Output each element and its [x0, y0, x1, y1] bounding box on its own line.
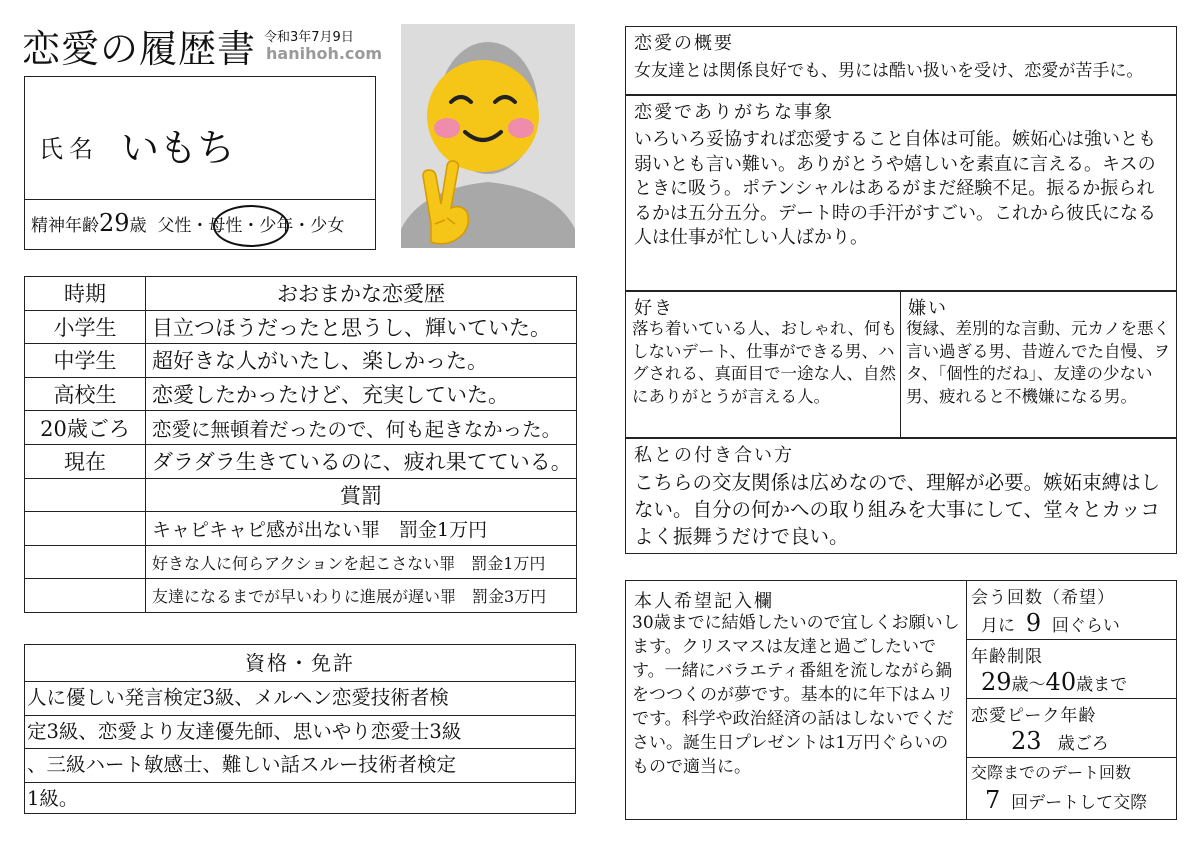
document-date: 令和3年7月9日	[264, 30, 354, 45]
meet-suffix: 回ぐらい	[1051, 616, 1120, 636]
award-cell: 友達になるまでが早いわりに進展が遅い罪 罰金3万円	[146, 579, 577, 613]
age-suffix: 歳まで	[1076, 675, 1128, 695]
period-cell: 現在	[25, 444, 146, 478]
history-cell: 目立つほうだったと思うし、輝いていた。	[146, 310, 577, 344]
empty-cell	[25, 579, 146, 613]
awards-header-row	[25, 478, 577, 512]
peak-suffix: 歳ごろ	[1057, 734, 1109, 754]
overview-text: 女友達とは関係良好でも、男には酷い扱いを受け、恋愛が苦手に。	[634, 61, 1144, 81]
peak-age-label: 恋愛ピーク年齢	[971, 706, 1097, 726]
likes-divider	[900, 292, 901, 437]
empty-cell	[25, 512, 146, 546]
name-divider	[25, 199, 375, 200]
love-history-table	[24, 276, 577, 613]
approach-text: こちらの交友関係は広めなので、理解が必要。嫉妬束縛はしない。自分の何かへの取り組みを大事にして、堂々とカッコよく振舞うだけで良い。	[634, 471, 1161, 548]
awards-header: 賞罰	[146, 478, 577, 512]
award-cell: キャピキャピ感が出ない罪 罰金1万円	[146, 512, 577, 546]
date-count-value	[985, 786, 1147, 814]
overview-section	[625, 26, 1177, 95]
history-cell: 恋愛に無頓着だったので、何も起きなかった。	[146, 411, 577, 445]
age-limit-value	[981, 668, 1127, 696]
mental-age-value: 29	[99, 209, 130, 237]
age-sep: 歳〜	[1011, 675, 1046, 695]
mental-age-label: 精神年齢	[31, 216, 99, 236]
site-credit: hanihoh.com	[266, 44, 383, 63]
meet-frequency-cell	[967, 581, 1176, 640]
history-cell: ダラダラ生きているのに、疲れ果てている。	[146, 444, 577, 478]
peak-age-value	[1011, 727, 1109, 755]
history-cell: 超好きな人がいたし、楽しかった。	[146, 344, 577, 378]
avatar-illustration-icon	[401, 24, 575, 248]
approach-section	[625, 438, 1177, 554]
empty-cell	[25, 478, 146, 512]
events-header: 恋愛でありがちな事象	[634, 102, 834, 123]
period-cell: 中学生	[25, 344, 146, 378]
qualification-line: 、三級ハート敏感士、難しい話スルー技術者検定	[25, 748, 575, 783]
likes-text: 落ち着いている人、おしゃれ、何もしないデート、仕事ができる男、ハグされる、真面目で一途な人、自然にありがとうが言える人。	[632, 319, 897, 406]
table-row	[25, 377, 577, 411]
qualification-line: 定3級、恋愛より友達優先師、思いやり恋愛士3級	[25, 715, 575, 750]
meet-number: 9	[1025, 609, 1042, 637]
date-count-label: 交際までのデート回数	[971, 763, 1132, 782]
table-header-row	[25, 277, 577, 311]
wishes-text: 30歳までに結婚したいので宜しくお願いします。クリスマスは友達と過ごしたいです。一緒にバラエティ番組を流しながら鍋をつつくのが夢です。基本的に年下はムリです。科学や政治経済の話はしないでください。誕生日プレゼントは1万円ぐらいのもので適当に。	[632, 613, 960, 777]
peak-number: 23	[1011, 727, 1042, 755]
table-row	[25, 512, 577, 546]
page-title: 恋愛の履歴書	[22, 27, 257, 71]
peak-age-cell	[967, 699, 1176, 758]
age-max: 40	[1045, 668, 1077, 696]
name-value: いもち	[121, 126, 236, 170]
meet-prefix: 月に	[981, 616, 1015, 636]
age-limit-cell	[967, 640, 1176, 699]
qualifications-header: 資格・免許	[25, 645, 575, 682]
period-cell: 小学生	[25, 310, 146, 344]
events-text: いろいろ妥協すれば恋愛すること自体は可能。嫉妬心は強いとも弱いとも言い難い。ありがとうや嬉しいを素直に言える。キスのときに吸う。ポテンシャルはあるがまだ経験不足。振るか振られるかは五分五分。デート時の手汗がすごい。これから彼氏になる人は仕事が忙しい人ばかり。	[634, 129, 1156, 248]
wishes-section	[625, 580, 1177, 820]
meet-frequency-value	[981, 609, 1120, 637]
empty-cell	[25, 545, 146, 579]
age-limit-label: 年齢制限	[971, 647, 1043, 667]
history-header: おおまかな恋愛歴	[146, 277, 577, 311]
date-number: 7	[985, 786, 1001, 814]
table-row	[25, 344, 577, 378]
history-cell: 恋愛したかったけど、充実していた。	[146, 377, 577, 411]
period-cell: 20歳ごろ	[25, 411, 146, 445]
date-count-cell	[967, 758, 1176, 819]
period-header: 時期	[25, 277, 146, 311]
table-row	[25, 310, 577, 344]
mental-age-unit: 歳	[129, 216, 147, 236]
qualifications-box	[24, 644, 576, 814]
dislikes-header: 嫌い	[908, 298, 948, 319]
approach-header: 私との付き合い方	[634, 445, 794, 466]
table-row	[25, 579, 577, 613]
age-min: 29	[981, 668, 1012, 696]
period-cell: 高校生	[25, 377, 146, 411]
qualification-line: 1級。	[27, 786, 79, 810]
dislikes-text: 復縁、差別的な言動、元カノを悪く言い過ぎる男、昔遊んでた自慢、ヲタ、「個性的だね」、友達の少ない男、疲れると不機嫌になる男。	[906, 319, 1170, 406]
date-suffix: 回デートして交際	[1011, 793, 1148, 813]
table-row	[25, 545, 577, 579]
likes-header: 好き	[634, 298, 674, 319]
likes-dislikes-section	[625, 291, 1177, 438]
award-cell: 好きな人に何らアクションを起こさない罪 罰金1万円	[146, 545, 577, 579]
type-circle-mark	[213, 205, 289, 247]
events-section	[625, 95, 1177, 291]
qualification-line: 人に優しい発言検定3級、メルヘン恋愛技術者検	[25, 681, 575, 716]
avatar-photo	[401, 24, 575, 248]
mental-age-line	[31, 209, 344, 237]
overview-header: 恋愛の概要	[634, 33, 734, 54]
name-box	[24, 76, 376, 250]
table-row	[25, 444, 577, 478]
meet-frequency-label: 会う回数（希望）	[971, 588, 1115, 608]
table-row	[25, 411, 577, 445]
wishes-header: 本人希望記入欄	[634, 591, 774, 612]
name-label: 氏名	[39, 135, 99, 163]
personality-types: 父性・母性・少年・少女	[157, 216, 345, 236]
